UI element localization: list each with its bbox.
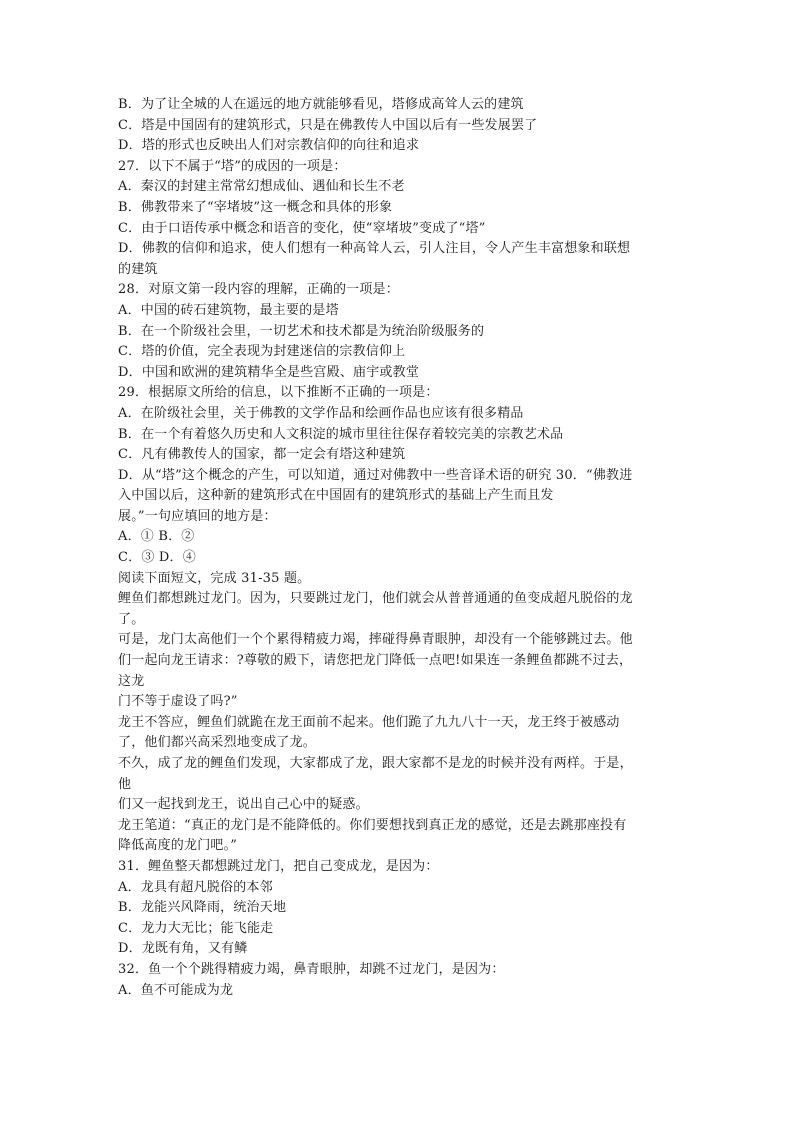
text-line: 龙王不答应，鲤鱼们就跪在龙王面前不起来。他们跪了九九八十一天，龙王终于被感动: [118, 714, 620, 730]
text-line: B．在一个阶级社会里，一切艺术和技术都是为统治阶级服务的: [118, 323, 485, 339]
text-line: C．塔是中国固有的建筑形式，只是在佛教传人中国以后有一些发展罢了: [118, 117, 538, 133]
text-line: 们又一起找到龙王，说出自己心中的疑惑。: [118, 797, 369, 813]
question-32-stem: 32．鱼一个个跳得精疲力竭，鼻青眼肿，却跳不过龙门，是因为：: [118, 961, 505, 977]
reading-instruction: 阅读下面短文，完成 31-35 题。: [118, 570, 311, 586]
text-line: A．秦汉的封建主常常幻想成仙、遇仙和长生不老: [118, 179, 405, 195]
text-line: B．龙能兴风降雨，统治天地: [118, 900, 287, 916]
text-line: B．在一个有着悠久历史和人文积淀的城市里往往保存着较完美的宗教艺术品: [118, 426, 564, 442]
text-line: D．塔的形式也反映出人们对宗教信仰的向往和追求: [118, 138, 420, 154]
text-line: 们一起向龙王请求：?尊敬的殿下，请您把龙门降低一点吧!如果连一条鲤鱼都跳不过去，: [118, 653, 633, 669]
text-line: 门不等于虚设了吗?”: [118, 694, 238, 710]
question-27-stem: 27．以下不属于“塔”的成因的一项是：: [118, 158, 347, 174]
text-line: C．由于口语传承中概念和语音的变化，使“窣堵坡”变成了“塔”: [118, 220, 486, 236]
text-line: A．龙具有超凡脱俗的本邻: [118, 879, 273, 895]
question-29-stem: 29．根据原文所给的信息，以下推断不正确的一项是：: [118, 385, 439, 401]
text-line: A．中国的砖石建筑物，最主要的是塔: [118, 302, 339, 318]
text-line: 了，他们都兴高采烈地变成了龙。: [118, 735, 317, 751]
text-line: 的建筑: [118, 261, 158, 277]
text-line: D．从“塔”这个概念的产生，可以知道，通过对佛教中一些音译术语的研究 30．“佛教进: [118, 467, 633, 483]
text-line: A．在阶级社会里，关于佛教的文学作品和绘画作品也应该有很多精品: [118, 405, 524, 421]
text-line: 展。”一句应填回的地方是：: [118, 508, 277, 524]
text-line: 入中国以后，这种新的建筑形式在中国固有的建筑形式的基础上产生而且发: [118, 488, 554, 504]
text-line: D．龙既有角，又有鳞: [118, 941, 248, 957]
text-line: 鲤鱼们都想跳过龙门。因为，只要跳过龙门，他们就会从普普通通的鱼变成超凡脱俗的龙: [118, 591, 633, 607]
question-31-stem: 31．鲤鱼整天都想跳过龙门，把自己变成龙，是因为：: [118, 858, 439, 874]
text-line: C．凡有佛教传人的国家，都一定会有塔这种建筑: [118, 447, 406, 463]
text-line: D．中国和欧洲的建筑精华全是些宫殿、庙宇或教堂: [118, 364, 420, 380]
text-line: 可是，龙门太高他们一个个累得精疲力竭，摔碰得鼻青眼肿，却没有一个能够跳过去。他: [118, 632, 633, 648]
text-line: A．① B．②: [118, 529, 195, 545]
text-line: D．佛教的信仰和追求，使人们想有一种高耸人云，引人注目，令人产生丰富想象和联想: [118, 241, 631, 257]
text-line: B．佛教带来了“宰堵坡”这一概念和具体的形象: [118, 199, 393, 215]
text-line: C．塔的价值，完全表现为封建迷信的宗教信仰上: [118, 344, 406, 360]
text-line: C．龙力大无比；能飞能走: [118, 920, 274, 936]
document-page: [118, 95, 684, 1001]
text-line: 他: [118, 776, 132, 792]
question-28-stem: 28．对原文第一段内容的理解，正确的一项是：: [118, 282, 399, 298]
text-line: 了。: [118, 611, 145, 627]
text-line: C．③ D．④: [118, 550, 196, 566]
text-line: 不久，成了龙的鲤鱼们发现，大家都成了龙，跟大家都不是龙的时候并没有两样。于是，: [118, 756, 633, 771]
text-line: B．为了让全城的人在遥远的地方就能够看见，塔修成高耸人云的建筑: [118, 97, 524, 112]
text-line: 龙王笔道：“真正的龙门是不能降低的。你们要想找到真正龙的感觉，还是去跳那座投有: [118, 817, 627, 833]
text-line: A．鱼不可能成为龙: [118, 982, 234, 998]
text-line: 这龙: [118, 673, 145, 689]
text-line: 降低高度的龙门吧。”: [118, 838, 238, 854]
